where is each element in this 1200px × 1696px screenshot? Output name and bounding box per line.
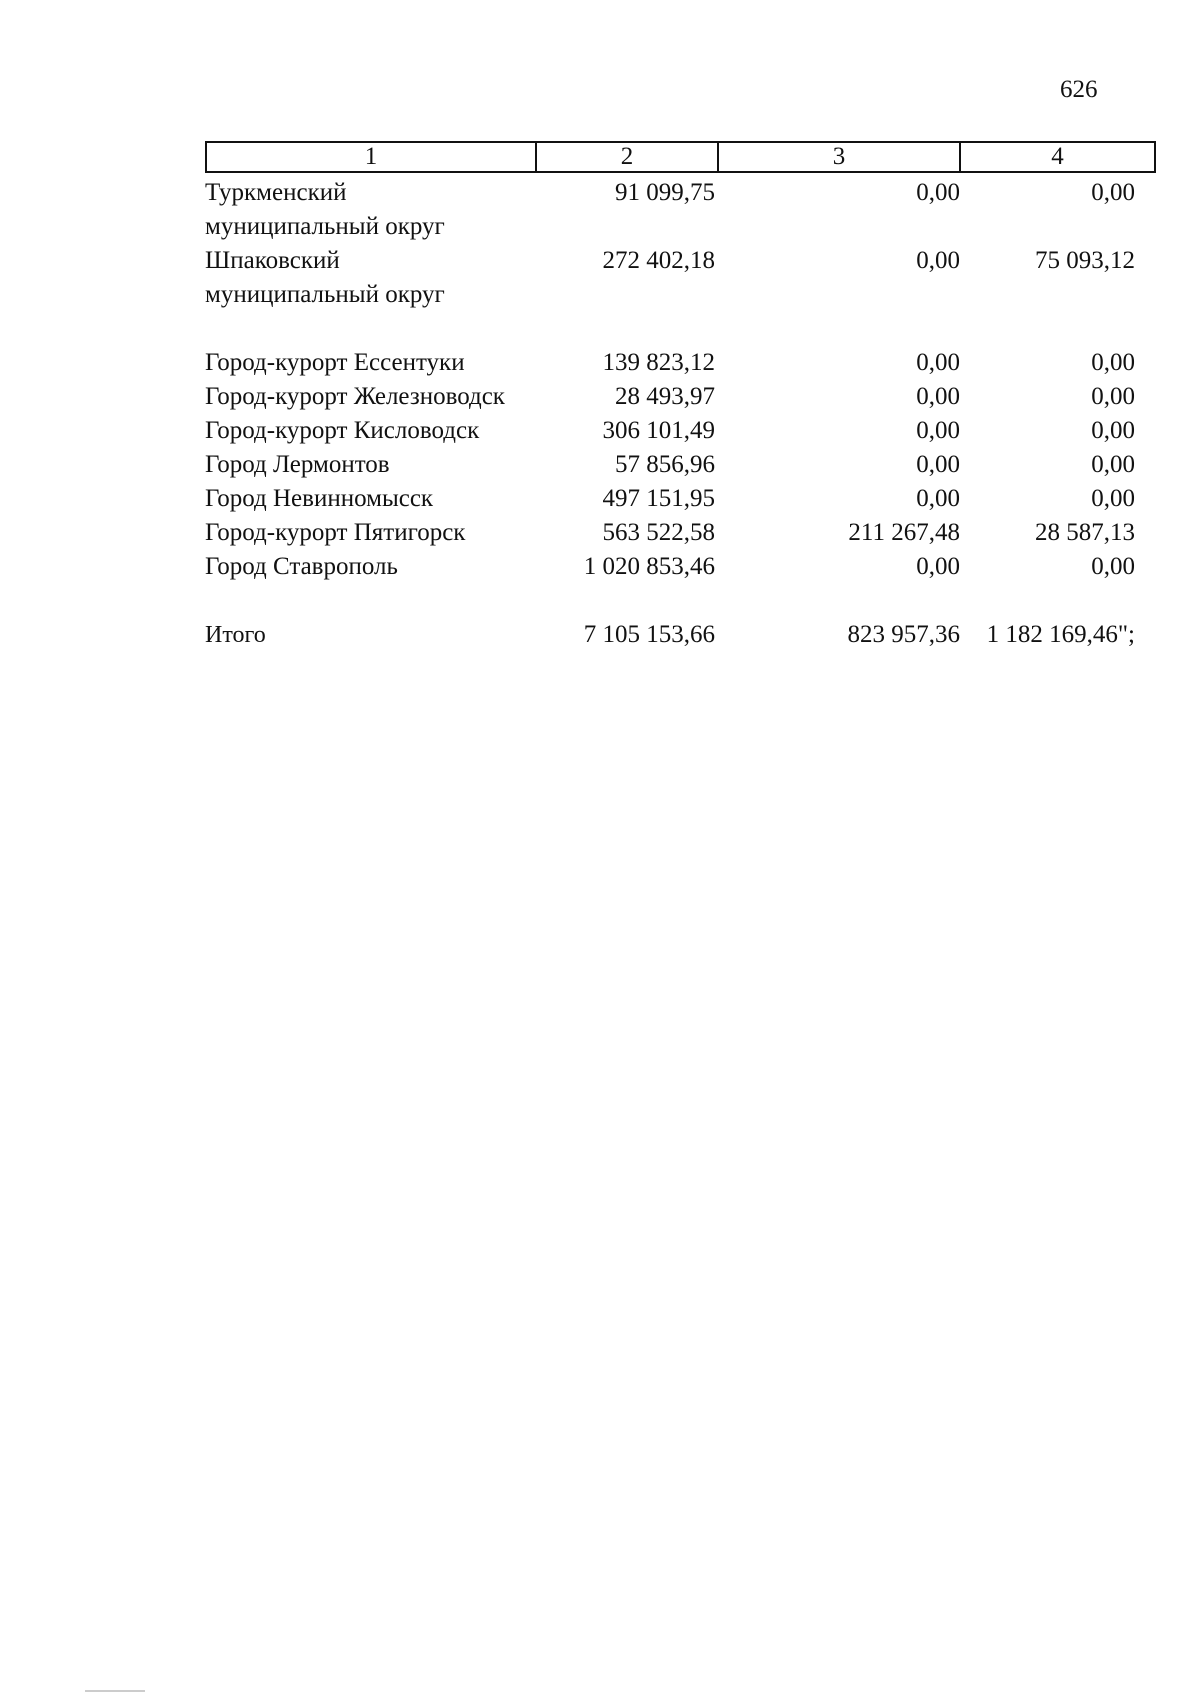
table-row [205, 244, 1145, 312]
header-col-3: 3 [719, 143, 961, 171]
row-col-4: 0,00 [1091, 349, 1135, 376]
total-col-3: 823 957,36 [847, 621, 960, 648]
row-name: Город-курорт Ессентуки [205, 349, 465, 376]
row-col-4: 0,00 [1091, 553, 1135, 580]
table-row [205, 482, 1145, 516]
row-col-3: 0,00 [916, 179, 960, 206]
table-body [205, 176, 1145, 652]
row-col-2: 139 823,12 [602, 349, 715, 376]
table-row [205, 346, 1145, 380]
row-name: Шпаковский муниципальный округ [205, 247, 445, 308]
row-col-2: 272 402,18 [602, 247, 715, 274]
header-col-4: 4 [1051, 143, 1064, 170]
row-col-2: 563 522,58 [602, 519, 715, 546]
row-name: Город Ставрополь [205, 553, 398, 580]
table-row [205, 176, 1145, 244]
row-col-3: 0,00 [916, 247, 960, 274]
header-col-2: 2 [537, 143, 719, 171]
row-col-4: 0,00 [1091, 179, 1135, 206]
row-col-4: 0,00 [1091, 485, 1135, 512]
header-col-1: 1 [207, 143, 537, 171]
row-col-2: 497 151,95 [602, 485, 715, 512]
table-row [205, 380, 1145, 414]
total-col-4: 1 182 169,46"; [986, 621, 1135, 648]
table-row [205, 516, 1145, 550]
total-row [205, 618, 1145, 652]
row-col-4: 0,00 [1091, 417, 1135, 444]
total-label: Итого [205, 622, 266, 648]
row-col-3: 0,00 [916, 485, 960, 512]
row-col-3: 0,00 [916, 553, 960, 580]
total-col-2: 7 105 153,66 [583, 621, 715, 648]
row-col-2: 91 099,75 [615, 179, 715, 206]
row-col-3: 211 267,48 [848, 519, 960, 546]
row-name: Город-курорт Кисловодск [205, 417, 480, 444]
page-number: 626 [1060, 76, 1098, 103]
row-name: Город-курорт Железноводск [205, 383, 505, 410]
scan-artifact [85, 1690, 145, 1692]
table-header [205, 141, 1156, 173]
table-row [205, 550, 1145, 584]
row-col-3: 0,00 [916, 383, 960, 410]
row-col-3: 0,00 [916, 417, 960, 444]
row-col-4: 28 587,13 [1035, 519, 1135, 546]
row-col-2: 28 493,97 [615, 383, 715, 410]
row-name: Город-курорт Пятигорск [205, 519, 466, 546]
table-row [205, 414, 1145, 448]
row-col-3: 0,00 [916, 349, 960, 376]
row-col-2: 306 101,49 [602, 417, 715, 444]
row-col-2: 1 020 853,46 [583, 553, 715, 580]
row-name: Город Невинномысск [205, 485, 434, 512]
row-name: Туркменский муниципальный округ [205, 179, 445, 240]
table-row [205, 448, 1145, 482]
row-col-4: 0,00 [1091, 451, 1135, 478]
row-col-4: 75 093,12 [1035, 247, 1135, 274]
row-col-2: 57 856,96 [615, 451, 715, 478]
row-col-4: 0,00 [1091, 383, 1135, 410]
row-col-3: 0,00 [916, 451, 960, 478]
row-name: Город Лермонтов [205, 451, 390, 478]
